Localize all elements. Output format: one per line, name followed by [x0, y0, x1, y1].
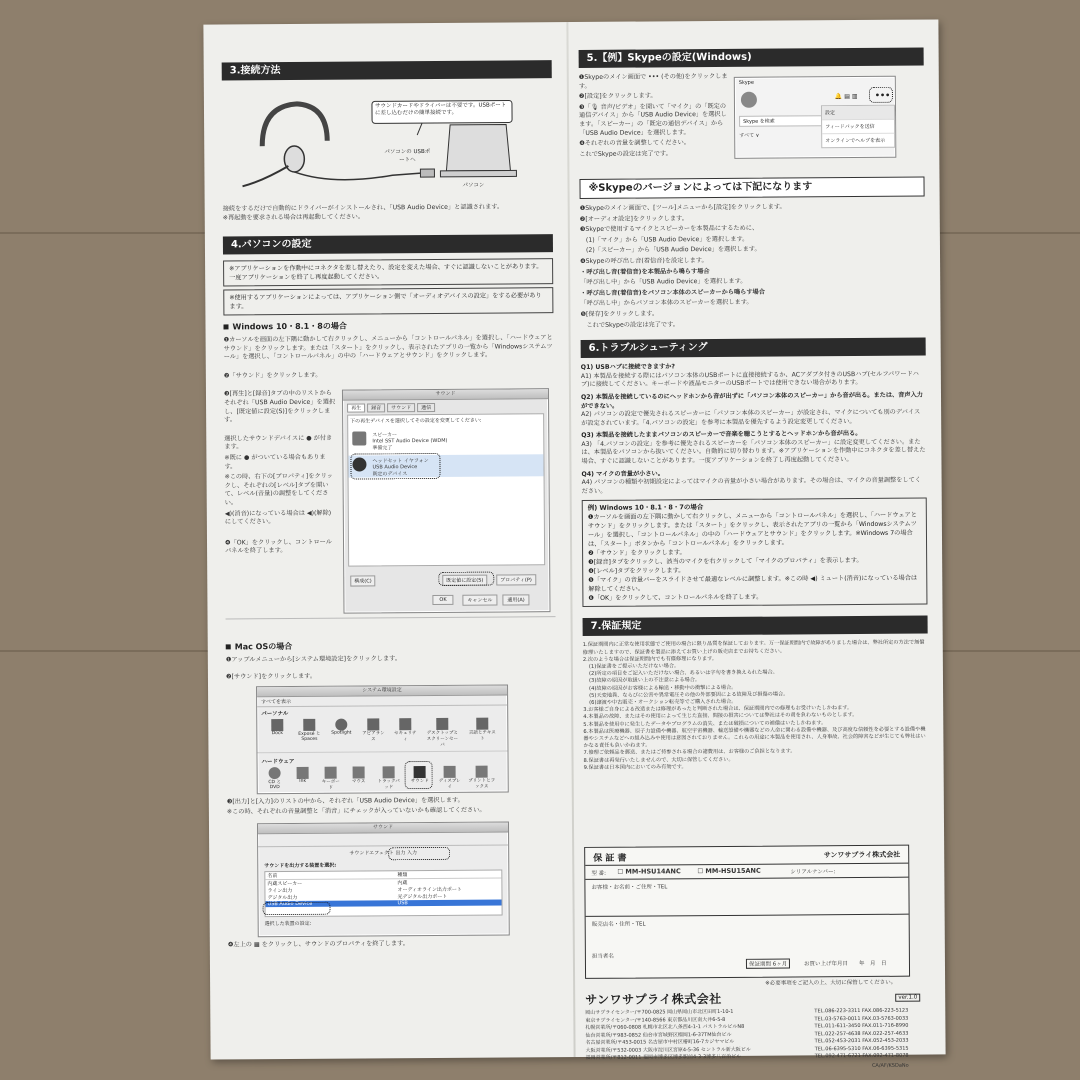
device-list — [347, 414, 545, 567]
device-list-desc: 下の再生デバイスを選択してその設定を変更してください: — [350, 418, 482, 425]
warranty-rule — [585, 863, 908, 866]
menu-item-settings[interactable]: 設定 — [822, 106, 894, 121]
mac-step-3b: ※この時、それぞれの音量調整と「消音」にチェックが入っていないかも確認してください。 — [226, 806, 486, 816]
table-row[interactable]: ライン出力 オーディオライン出力ポート — [267, 886, 462, 894]
tab-communications[interactable]: 通信 — [417, 403, 435, 412]
output-device-table: 名前 種類 内蔵スピーカー 内蔵 ライン出力 オーディオライン出力ポート デジタル出力 光デジタル出力ポート USB Audio Device USB — [264, 869, 502, 917]
q3: Q3) 本製品を接続したままパソコンのスピーカーで音楽を聴こうとするとヘッドホンから音が出る。 — [581, 430, 862, 440]
pref-icon[interactable]: マウス — [348, 766, 370, 790]
example-step: ❷「サウンド」をクリックします。 — [588, 549, 686, 558]
device-speaker[interactable]: スピーカー Intel SST Audio Device (WDM) 準備完了 — [372, 432, 448, 452]
customer-label: お客様・お名前・ご住所・TEL — [591, 884, 668, 891]
pc-label: パソコン — [462, 182, 485, 189]
office-row: 東京サプライセンター/〒140-8566 東京都品川区南大井6-5-8 TEL.03-5763-0011 FAX.03-5763-0033 — [585, 1015, 909, 1024]
model-label: 型 番: — [591, 870, 606, 877]
warranty-period: 保証期間 6ヶ月 — [746, 959, 790, 969]
highlight-output-input — [388, 847, 450, 860]
section-3-note: ※再起動を要求される場合は再起動してください。 — [222, 213, 365, 222]
office-row: 福岡営業所/〒812-0011 福岡市博多区博多駅前4-3-3博多八百治ビル TEL.092-471-6721 FAX.092-471-8078 — [585, 1052, 909, 1061]
sysprefs-titlebar: システム環境設定 — [257, 685, 507, 697]
win-step-3e: ◀)(消音)になっている場合は ◀)(解除)にしてください。 — [224, 509, 332, 526]
skype-block — [579, 72, 925, 179]
section-7-title: 7.保証規定 — [583, 616, 928, 636]
properties-button[interactable]: プロパティ(P) — [496, 575, 536, 586]
skype-alt-step: ❹Skypeの呼び出し音(着信音)を設定します。 — [580, 257, 708, 265]
usb-port-label: パソコンの USBポートへ — [384, 148, 431, 164]
shop-label: 販売店名・住所・TEL — [591, 921, 646, 928]
model-option-1[interactable]: ☐ MM-HSU14ANC — [617, 867, 681, 876]
footer-company: サンワサプライ株式会社 — [585, 991, 722, 1007]
mac-step-3: ❸[出力]と[入力]のリストの中から、それぞれ「USB Audio Device」を選択します。 — [226, 796, 464, 805]
hardware-icons — [258, 765, 508, 791]
q4: Q4) マイクの音量が小さい。 — [581, 470, 664, 478]
hardware-section: ハードウェア — [257, 750, 507, 767]
tab-recording[interactable]: 録音 — [367, 404, 385, 413]
term-line: (6)譲渡や中古販売・オークション転売等でご購入された場合。 — [589, 698, 737, 706]
table-row[interactable]: 内蔵スピーカー 内蔵 — [267, 879, 408, 887]
pref-icon[interactable]: Spotlight — [329, 718, 353, 748]
term-line: 6.本製品は医療機器、原子力設備や機器、航空宇宙機器、輸送設備や機器などの人命に関わる設備や機器、及び高度な信頼性を必要とする設備や機器やシステムなどへの組み込みや使用は意図されておりません。これらの用途に本製品を使用され、人身事故、社会的障害などが生じても弊社はいかなる責任も負いかねます。 — [583, 726, 926, 750]
menu-item-feedback[interactable]: フィードバックを送信 — [822, 120, 894, 135]
skype-alt-step: (2)「スピーカー」から「USB Audio Device」を選択します。 — [585, 246, 761, 255]
skype-step-3: ❸「🎙 音声/ビデオ」を開いて「マイク」の「既定の通信デバイス」から「USB Audio Device」を選択します。「スピーカー」の「既定の通信デバイス」から「USB Audio Device」を選択します。 — [578, 102, 727, 137]
skype-toolbar-icons: 🔔 ▤ ▥ — [834, 93, 858, 101]
pref-icon[interactable]: Ink — [292, 766, 314, 790]
show-all-button[interactable]: すべてを表示 — [257, 695, 507, 707]
example-step: ❻「OK」をクリックして、コントロールパネルを終了します。 — [588, 594, 763, 603]
example-step: ❸[録音]タブをクリックし、該当のマイクを右クリックして「マイクのプロパティ」を表示します。 — [588, 557, 863, 567]
mac-sound-titlebar: サウンド — [258, 822, 508, 834]
win-step-3-block — [224, 389, 556, 619]
office-list — [585, 1008, 908, 1072]
model-option-2[interactable]: ☐ MM-HSU15ANC — [697, 866, 761, 876]
sheet-fold — [566, 22, 575, 1057]
mac-sound-block — [227, 817, 558, 939]
skype-alt-step: 「呼び出し中」から「USB Audio Device」を選択します。 — [580, 277, 747, 287]
term-line: (3)故障の原因が取扱い上の不注意による場合。 — [588, 677, 701, 685]
warranty-terms — [583, 640, 929, 772]
warranty-company: サンワサプライ株式会社 — [823, 850, 901, 860]
skype-alt-step: (1)「マイク」から「USB Audio Device」を選択します。 — [585, 235, 749, 244]
pref-icon[interactable]: Dock — [265, 719, 289, 749]
term-line: 5.本製品を使用中に発生したデータやプログラムの消失、または破損についての補償はいたしかねます。 — [583, 719, 827, 728]
term-line: (1)保証書をご提示いただけない場合。 — [588, 663, 680, 670]
mac-step-1: ❶アップルメニューから[システム環境設定]をクリックします。 — [225, 655, 402, 664]
term-line: 1.保証期間内に正常な使用状態でご使用の場合に限り品質を保証しております。万一保証期間内で故障がありました場合は、弊社所定の方法で無償修理いたしますので、保証書を製品に添えてお買い上げの販売店までお持ちください。 — [582, 639, 925, 656]
office-row: 仙台営業所/〒983-0852 仙台市宮城野区榴岡1-6-37TM仙台ビル TEL.022-257-4638 FAX.022-257-4633 — [585, 1030, 909, 1039]
example-step: ❹[レベル]タブをクリックします。 — [588, 567, 685, 576]
warranty-rule — [585, 877, 908, 880]
mac-step-4: ❹左上の ▦ をクリックし、サウンドのプロパティを終了します。 — [227, 939, 409, 949]
menu-item-help[interactable]: オンラインでヘルプを表示 — [825, 137, 886, 145]
personal-section: パーソナル — [261, 710, 289, 717]
term-line: (4)故障の原因がお客様による輸送・移動中の衝撃による場合。 — [589, 684, 737, 692]
table-row-selected[interactable]: USB Audio Device USB — [266, 899, 502, 907]
skype-version-steps — [580, 203, 926, 331]
term-line: 9.保証書は日本国内においてのみ有効です。 — [583, 764, 687, 771]
skype-step-4b: これでSkypeの設定は完了です。 — [579, 150, 672, 158]
skype-alt-step: ❶Skypeのメイン画面で、[ツール]メニューから[設定]をクリックします。 — [579, 203, 786, 212]
highlight-sound-icon — [405, 761, 433, 789]
skype-alt-step: ・呼び出し音(着信音)をパソコン本体のスピーカーから鳴らす場合 — [580, 288, 765, 297]
example-step: ❺「マイク」の音量バーをスライドさせて最適なレベルに調整します。※この時 ◀) ミュート(消音)になっている場合は解除してください。 — [588, 575, 918, 594]
more-icon[interactable]: ••• — [874, 90, 891, 100]
section-3-title: 3.接続方法 — [222, 60, 552, 80]
pref-icon[interactable]: 言語とテキスト — [467, 717, 497, 747]
office-row: 岡山サプライセンター/〒700-0825 岡山県岡山市北区田町1-10-1 TEL.086-223-3311 FAX.086-223-5123 — [585, 1007, 909, 1016]
dialog-tabs — [343, 400, 548, 413]
callout-text: サウンドカードやドライバーは不要です。USBポートに差し込むだけの簡単接続です。 — [374, 102, 507, 117]
staff-label: 担当者名 — [591, 953, 614, 960]
selected-device-settings: 選択した装置の設定: — [264, 920, 312, 927]
win-step-1: ❶カーソルを画面の左下隅に動かして右クリックし、メニューから「コントロールパネル」を選択し、「ハードウェアとサウンド」をクリックします。または「スタート」をクリックし、表示されたアプリの一覧から「Windowsシステムツール」を選択し、「コントロールパネル」の中の「ハードウェアとサウンド」をクリックします。 — [223, 334, 553, 361]
win-step-3d: ※この時、右下の[プロパティ]をクリックし、それぞれの[レベル]タブを開いて、レベル(音量)の調整をしてください。 — [224, 472, 333, 507]
instruction-sheet — [203, 19, 945, 1069]
win-step-4: ❹「OK」をクリックし、コントロールパネルを終了します。 — [224, 538, 332, 555]
section-3-body: 接続をするだけで自動的にドライバーがインストールされ、「USB Audio Device」と認識されます。 — [222, 203, 504, 213]
warranty-title: 保 証 書 — [593, 853, 627, 864]
sound-pref-icon[interactable]: サウンド — [408, 766, 432, 790]
pref-icon[interactable]: アピアランス — [361, 718, 385, 748]
left-column — [222, 60, 558, 952]
skype-step-1: ❶Skypeのメイン画面で ••• (その他)をクリックします。 — [578, 72, 728, 90]
section-5-title: 5.【例】Skypeの設定(Windows) — [579, 48, 924, 68]
cancel-button[interactable]: キャンセル — [462, 595, 497, 606]
a2: A2) パソコンの設定で優先されるスピーカーに「パソコン本体のスピーカー」が設定され、マイクについても別のデバイスが設定されています。「4.パソコンの設定」を参考に本製品を優先するよう設定変更してください。 — [581, 408, 921, 427]
pref-icon[interactable]: Exposé と Spaces — [297, 718, 321, 748]
mac-step-2: ❷[サウンド]をクリックします。 — [225, 672, 317, 681]
q2: Q2) 本製品を接続しているのにヘッドホンから音が出ずに「パソコン本体のスピーカー」から音が出る。または、音声入力ができない。 — [580, 391, 924, 410]
pref-icon[interactable]: トラックパッド — [376, 766, 402, 790]
pref-icon[interactable]: デスクトップとスクリーンセーバ — [425, 717, 459, 747]
highlight-set-default — [438, 572, 494, 586]
skype-alt-step: 「呼び出し中」からパソコン本体のスピーカーを選択します。 — [580, 299, 753, 308]
skype-app-label: Skype — [738, 79, 754, 86]
doc-code: CA/AF/KSDaNo — [871, 1062, 909, 1069]
pref-icon[interactable]: キーボード — [320, 766, 342, 790]
set-default-button[interactable]: 既定値に設定(S) — [442, 575, 487, 586]
a4: A4) パソコンの種類や初期設定によってはマイクの音量が小さい場合があります。その場合は、マイクの音量調整をしてください。 — [581, 476, 921, 495]
a1: A1) 本製品を接続する際にはパソコン本体のUSBポートに直接接続するか、ACアダプタ付きのUSBハブ(セルフパワードハブ)に接続してください。キーボードや液晶モニターのUSBポートでは使用できない場合があります。 — [580, 370, 919, 389]
term-line: 7.修理ご依頼品を郵送、またはご持参される場合の諸費用は、お客様のご負担となります。 — [583, 748, 796, 757]
win-step-2: ❷「サウンド」をクリックします。 — [223, 371, 322, 380]
pref-icon[interactable]: セキュリティ — [393, 718, 417, 748]
windows-sound-dialog — [342, 389, 551, 614]
apply-button[interactable]: 適用(A) — [502, 595, 529, 606]
right-column — [578, 48, 929, 1069]
warranty-note: ※必要事項をご記入の上、大切に保管してください。 — [765, 979, 897, 987]
highlight-more — [869, 87, 893, 103]
skype-more-menu — [821, 105, 895, 149]
section-4-note-1: ※アプリケーションを作動中にコネクタを差し替えたり、設定を変えた場合、すぐに認識しないことがあります。一度アプリケーションを終了し再度起動してください。 — [223, 258, 553, 286]
skype-window — [734, 76, 897, 159]
term-line: 2.次のような場合は保証期間内でも有償修理になります。 — [582, 655, 718, 663]
skype-alt-step: これでSkypeの設定は完了です。 — [586, 320, 679, 329]
skype-alt-step: ❷[オーディオ設定]をクリックします。 — [579, 214, 688, 223]
term-line: 4.本製品の故障、またはその使用によって生じた直接、間接の損害については弊社はその責を負わないものとします。 — [583, 712, 858, 721]
mac-sound-window — [257, 821, 510, 937]
example-head: 例) Windows 10・8.1・8・7の場合 — [587, 503, 704, 513]
win-step-3b: 選択したサウンドデバイスに ● が付きます。 — [224, 434, 333, 451]
skype-alt-step: ❸Skypeで使用するマイクとスピーカーを本製品にするために、 — [579, 224, 759, 234]
skype-alt-step: ❺[保存]をクリックします。 — [580, 310, 659, 318]
win-step-3: ❸[再生]と[録音]タブの中のリストからそれぞれ「USB Audio Device」を選択し、[既定値に設定(S)]をクリックします。 — [223, 390, 336, 424]
term-line: (2)所定の項目をご記入いただけない場合、あるいは字句を書き換えられた場合。 — [588, 669, 778, 678]
mac-sound-tabs[interactable]: サウンドエフェクト 出力 入力 — [349, 849, 418, 857]
serial-label: シリアルナンバー: — [790, 869, 836, 876]
avatar[interactable] — [741, 92, 757, 108]
device-usb-audio[interactable]: ヘッドセット イヤフォン USB Audio Device 既定のデバイス — [372, 458, 429, 478]
pref-icon[interactable]: プリントとファクス — [468, 765, 496, 789]
term-line: 3.お客様ご自身による改造または修理があったと判断された場合は、保証期間内での修理もお受けいたしかねます。 — [583, 705, 853, 714]
section-4-title: 4.パソコンの設定 — [223, 234, 553, 254]
q1: Q1) USBハブに接続できますか? — [580, 363, 676, 372]
a3: A3) 「4.パソコンの設定」を参考に優先されるスピーカーを「パソコン本体のスピーカー」に設定変更してください。または、本製品をパソコンから抜いてください。自動的に切り替わります。※アプリケーションを作動中にコネクタを差し替えた場合、すぐに認識しないことがあります。一度アプリケーションを終了し再度起動してください。 — [581, 438, 926, 466]
mac-system-preferences — [256, 684, 509, 794]
connection-illustration — [222, 84, 553, 204]
pref-icon[interactable]: CD と DVD — [264, 767, 286, 791]
term-line: 8.保証書は再発行いたしませんので、大切に保管してください。 — [583, 756, 734, 764]
term-line: (5)天変地異、ならびに公害や異常電圧その他の外部要因による故障及び損傷の場合。 — [589, 691, 789, 699]
tab-sounds[interactable]: サウンド — [387, 403, 415, 412]
office-row: 大阪営業所/〒532-0003 大阪市淀川区宮原4-5-36 セントラル新大阪ビル TEL.06-6395-5310 FAX.06-6395-5315 — [585, 1045, 909, 1054]
skype-alt-step: ・呼び出し音(着信音)を本製品から鳴らす場合 — [580, 267, 710, 276]
skype-filter[interactable]: すべて ∨ — [739, 132, 760, 139]
speaker-icon — [352, 432, 366, 446]
section-6-title: 6.トラブルシューティング — [581, 338, 926, 358]
warranty-card — [584, 845, 910, 979]
highlight-usb-row — [263, 901, 331, 914]
personal-icons — [257, 717, 507, 749]
example-step: ❶カーソルを画面の左下隅に動かして右クリックし、メニューから「コントロールパネル」を選択し、「ハードウェアとサウンド」をクリックします。または「スタート」をクリックし、表示されたアプリの一覧から「Windowsシステムツール」を選択し、「コントロールパネル」の中の「ハードウェアとサウンド」をクリックします。※Windows 7の場合は、「スタート」ボタンから「コントロールパネル」をクリックします。 — [587, 512, 917, 549]
section-4-note-2: ※使用するアプリケーションによっては、アプリケーション側で「オーディオデバイスの設定」をする必要があります。 — [223, 287, 553, 315]
office-row: 札幌営業所/〒060-0808 札幌市北区北八条西4-1-1 パストラルビルN8 TEL.011-611-3450 FAX.011-716-8990 — [585, 1022, 909, 1031]
output-device-label: サウンドを出力する装置を選択: — [264, 862, 337, 869]
ok-button[interactable]: OK — [432, 595, 453, 605]
windows-subhead: Windows 10・8.1・8の場合 — [223, 319, 553, 332]
purchase-date: お買い上げ年月日 年 月 日 — [803, 960, 887, 968]
pref-icon[interactable]: ディスプレイ — [438, 765, 462, 789]
example-box — [582, 498, 928, 607]
skype-step-4: ❹それぞれの音量を調整してください。 — [579, 139, 690, 148]
table-row[interactable]: デジタル出力 光デジタル出力ポート — [267, 893, 448, 901]
warranty-rule — [586, 914, 909, 917]
skype-version-head: ※Skypeのバージョンによっては下記になります — [579, 177, 924, 199]
configure-button[interactable]: 構成(C) — [350, 576, 375, 587]
win-step-3c: ※既に ● がついている場合もあります。 — [224, 453, 326, 470]
dialog-titlebar: サウンド — [343, 390, 548, 401]
version-badge: ver.1.0 — [895, 994, 920, 1002]
highlight-usb-device — [350, 453, 440, 480]
skype-step-2: ❷[設定]をクリックします。 — [578, 92, 657, 101]
skype-search-input[interactable]: Skype を検索 — [739, 115, 825, 127]
mac-subhead: Mac OSの場合 — [226, 640, 556, 653]
tab-playback[interactable]: 再生 — [347, 404, 365, 413]
office-row: 名古屋営業所/〒453-0015 名古屋市中村区椿町16-7カジヤマビル TEL.052-453-2031 FAX.052-453-2033 — [585, 1037, 909, 1046]
mac-sysprefs-block — [226, 682, 557, 796]
